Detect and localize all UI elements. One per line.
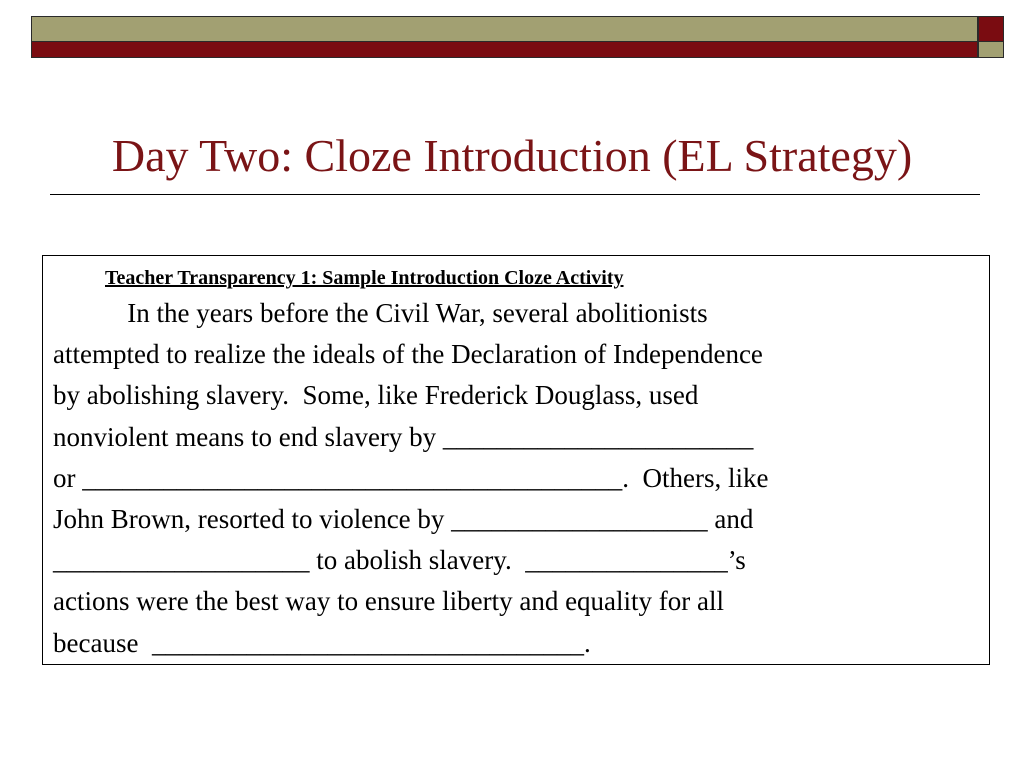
header-bar-olive <box>31 16 978 42</box>
cloze-passage <box>53 293 983 664</box>
header-square-maroon <box>978 16 1004 42</box>
passage-line: or ________________________________________. Others, like <box>53 462 769 493</box>
passage-line: In the years before the Civil War, several abolitionists <box>53 298 708 328</box>
passage-line: actions were the best way to ensure liberty and equality for all <box>53 586 725 617</box>
slide-title: Day Two: Cloze Introduction (EL Strategy) <box>111 130 913 181</box>
title-divider <box>50 194 980 195</box>
passage-line: by abolishing slavery. Some, like Frederick Douglass, used <box>53 380 699 411</box>
transparency-heading: Teacher Transparency 1: Sample Introduction Cloze Activity <box>105 267 624 289</box>
passage-line: attempted to realize the ideals of the Declaration of Independence <box>53 339 763 370</box>
header-square-olive <box>978 41 1004 58</box>
passage-line: nonviolent means to end slavery by _______________________ <box>53 421 754 452</box>
passage-line: because ________________________________. <box>53 627 591 658</box>
header-bar-maroon <box>31 41 978 58</box>
passage-line: John Brown, resorted to violence by ___________________ and <box>53 504 754 535</box>
passage-line: ___________________ to abolish slavery. _______________’s <box>53 545 746 576</box>
